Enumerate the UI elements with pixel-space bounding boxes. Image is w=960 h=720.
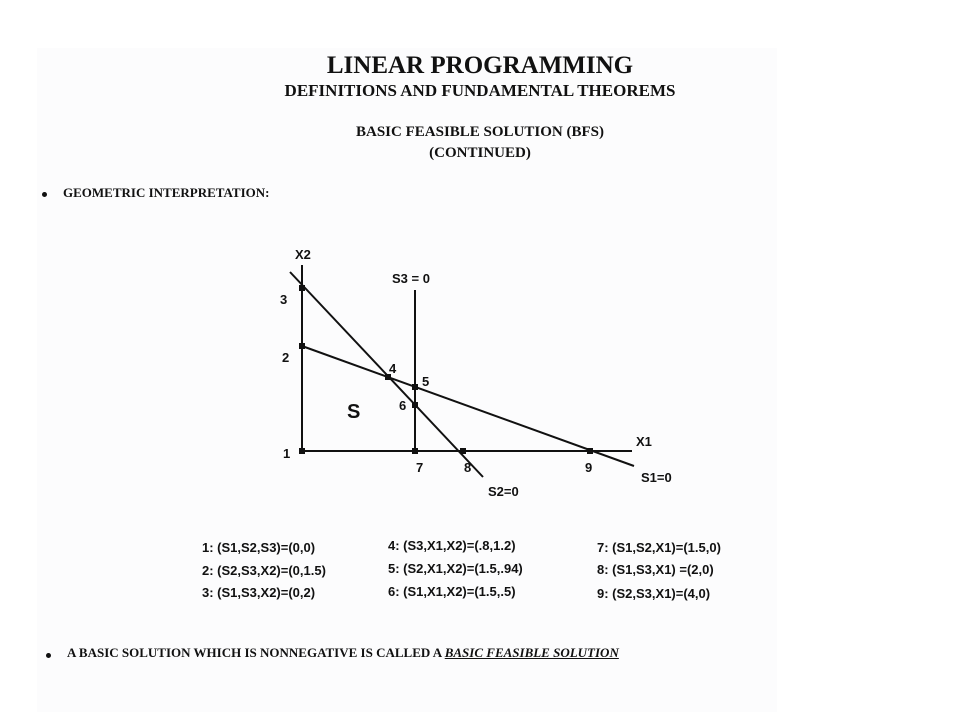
point-label-4: 4 [389, 361, 397, 376]
legend-item-7: 7: (S1,S2,X1)=(1.5,0) [597, 540, 721, 555]
region-label: S [347, 401, 361, 423]
vertex-6 [412, 402, 418, 408]
legend-item-3: 3: (S1,S3,X2)=(0,2) [202, 585, 316, 600]
legend-item-4: 4: (S3,X1,X2)=(.8,1.2) [388, 538, 516, 553]
s1-line-label: S1=0 [641, 470, 672, 485]
point-label-1: 1 [283, 446, 291, 461]
vertex-7 [412, 448, 418, 454]
legend-item-2: 2: (S2,S3,X2)=(0,1.5) [202, 563, 326, 578]
page-subtitle: DEFINITIONS AND FUNDAMENTAL THEOREMS [284, 81, 676, 100]
point-label-2: 2 [282, 350, 290, 365]
point-label-9: 9 [585, 460, 593, 475]
vertex-8 [460, 448, 466, 454]
vertex-9 [587, 448, 593, 454]
vertex-1 [299, 448, 305, 454]
vertex-3 [299, 285, 305, 291]
point-label-8: 8 [464, 460, 472, 475]
legend-item-5: 5: (S2,X1,X2)=(1.5,.94) [388, 561, 523, 576]
x2-axis-label: X2 [295, 247, 311, 262]
section-subtitle: (CONTINUED) [429, 145, 531, 161]
point-label-6: 6 [399, 398, 407, 413]
legend-item-6: 6: (S1,X1,X2)=(1.5,.5) [388, 584, 516, 599]
bfs-term: BASIC FEASIBLE SOLUTION [444, 645, 619, 660]
point-label-5: 5 [422, 374, 430, 389]
x1-axis-label: X1 [636, 434, 652, 449]
bullet-bfs-definition [67, 645, 619, 661]
vertex-2 [299, 343, 305, 349]
point-label-3: 3 [280, 292, 288, 307]
bfs-definition-text: A BASIC SOLUTION WHICH IS NONNEGATIVE IS CALLED A [67, 645, 442, 660]
s3-line-label: S3 = 0 [392, 271, 430, 286]
legend-item-1: 1: (S1,S2,S3)=(0,0) [202, 540, 316, 555]
legend-item-8: 8: (S1,S3,X1) =(2,0) [597, 562, 714, 577]
section-title: BASIC FEASIBLE SOLUTION (BFS) [356, 124, 604, 140]
vertex-5 [412, 384, 418, 390]
bullet-geometric: GEOMETRIC INTERPRETATION: [63, 185, 270, 200]
point-label-7: 7 [416, 460, 424, 475]
bullet-dot-2 [46, 653, 51, 658]
legend-item-9: 9: (S2,S3,X1)=(4,0) [597, 586, 711, 601]
page-title: LINEAR PROGRAMMING [326, 52, 634, 79]
s2-line-label: S2=0 [488, 484, 519, 499]
